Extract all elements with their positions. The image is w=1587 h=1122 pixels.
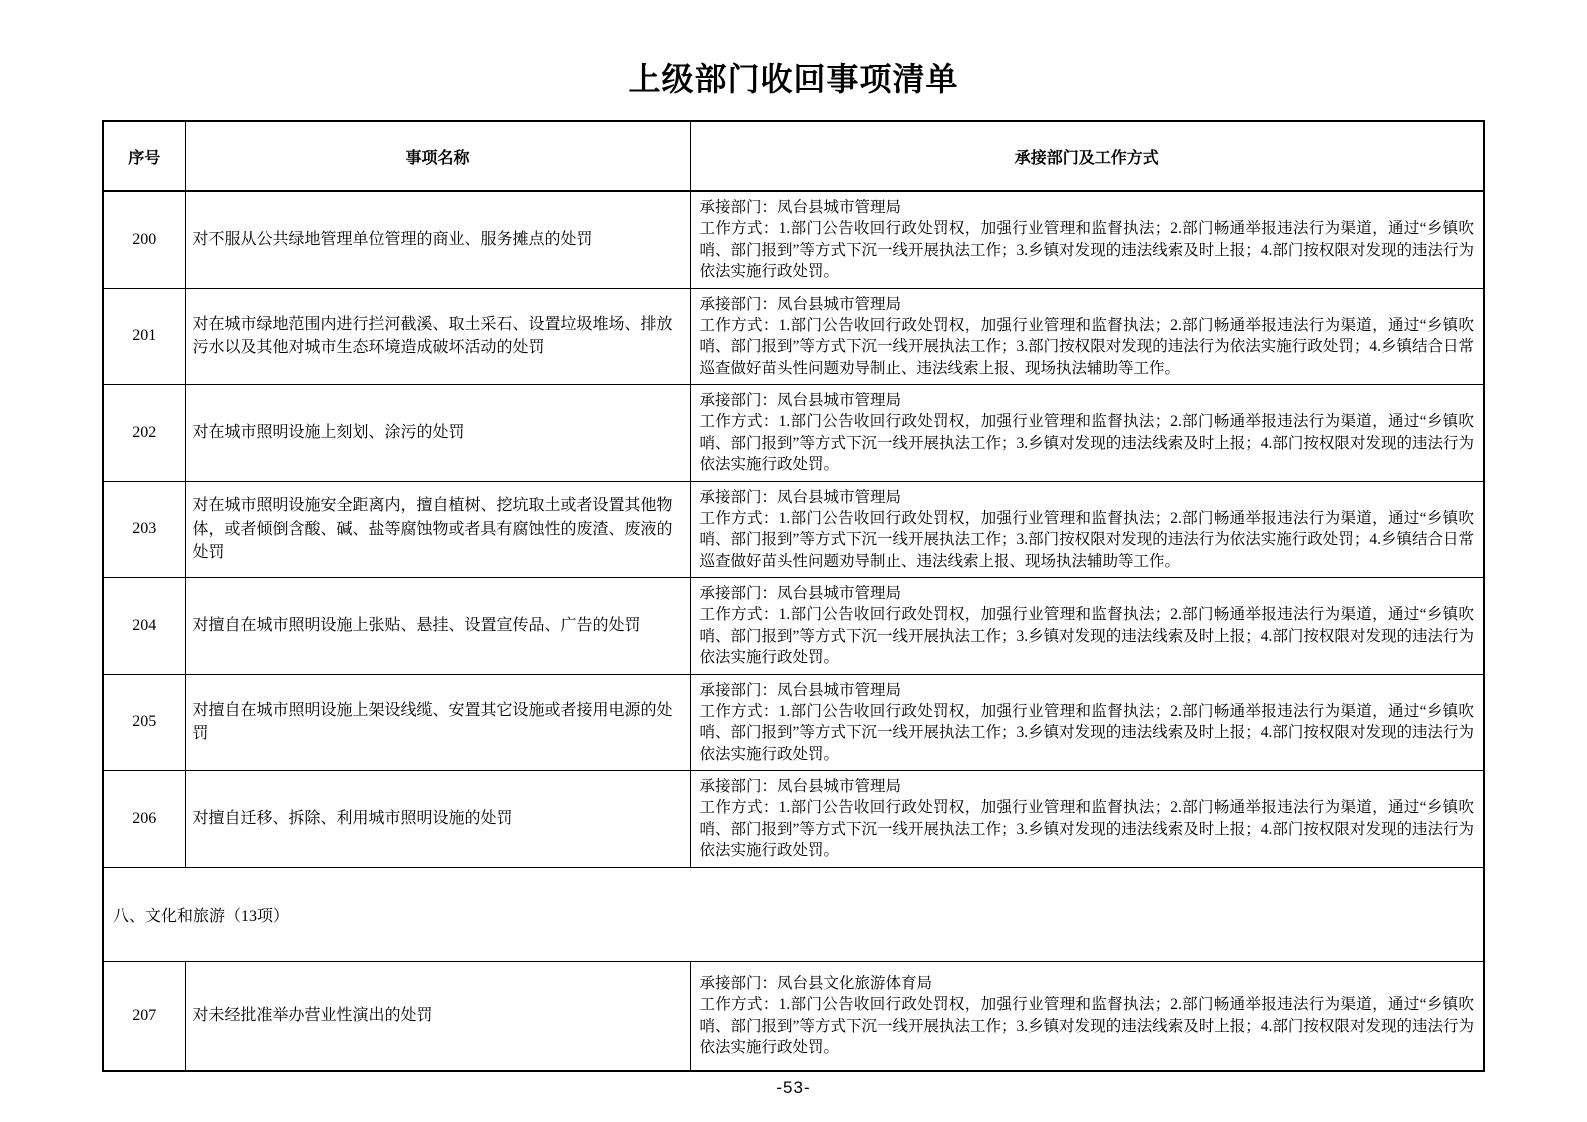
undertake-cell	[690, 961, 1484, 1071]
row-index: 207	[103, 961, 185, 1071]
table-header-name: 事项名称	[185, 121, 690, 191]
table-row	[103, 771, 1484, 868]
table-header-dept: 承接部门及工作方式	[690, 121, 1484, 191]
items-table	[102, 120, 1485, 1072]
item-name: 对未经批准举办营业性演出的处罚	[185, 961, 690, 1071]
row-index: 200	[103, 191, 185, 288]
work-method: 工作方式：1.部门公告收回行政处罚权，加强行业管理和监督执法；2.部门畅通举报违法行为渠道，通过“乡镇吹哨、部门报到”等方式下沉一线开展执法工作；3.乡镇对发现的违法线索及时上报；4.部门按权限对发现的违法行为依法实施行政处罚。	[699, 702, 1474, 763]
table-row	[103, 961, 1484, 1071]
work-method: 工作方式：1.部门公告收回行政处罚权，加强行业管理和监督执法；2.部门畅通举报违法行为渠道，通过“乡镇吹哨、部门报到”等方式下沉一线开展执法工作；3.乡镇对发现的违法线索及时上报；4.部门按权限对发现的违法行为依法实施行政处罚。	[699, 799, 1474, 860]
undertake-cell	[690, 288, 1484, 385]
undertake-cell	[690, 674, 1484, 771]
table-row	[103, 481, 1484, 578]
item-name: 对在城市照明设施安全距离内，擅自植树、挖坑取土或者设置其他物体，或者倾倒含酸、碱、盐等腐蚀物或者具有腐蚀性的废渣、废液的处罚	[185, 481, 690, 578]
item-name: 对擅自在城市照明设施上架设线缆、安置其它设施或者接用电源的处罚	[185, 674, 690, 771]
row-index: 201	[103, 288, 185, 385]
table-header-row	[103, 121, 1484, 191]
item-name: 对擅自迁移、拆除、利用城市照明设施的处罚	[185, 771, 690, 868]
work-method: 工作方式：1.部门公告收回行政处罚权，加强行业管理和监督执法；2.部门畅通举报违法行为渠道，通过“乡镇吹哨、部门报到”等方式下沉一线开展执法工作；3.乡镇对发现的违法线索及时上报；4.部门按权限对发现的违法行为依法实施行政处罚。	[699, 413, 1474, 474]
work-method: 工作方式：1.部门公告收回行政处罚权，加强行业管理和监督执法；2.部门畅通举报违法行为渠道，通过“乡镇吹哨、部门报到”等方式下沉一线开展执法工作；3.乡镇对发现的违法线索及时上报；4.部门按权限对发现的违法行为依法实施行政处罚。	[699, 606, 1474, 667]
undertake-dept: 承接部门：凤台县城市管理局	[699, 392, 902, 409]
undertake-cell	[690, 191, 1484, 288]
undertake-dept: 承接部门：凤台县城市管理局	[699, 488, 902, 506]
row-index: 202	[103, 385, 185, 482]
item-name: 对不服从公共绿地管理单位管理的商业、服务摊点的处罚	[185, 191, 690, 288]
work-method: 工作方式：1.部门公告收回行政处罚权，加强行业管理和监督执法；2.部门畅通举报违法行为渠道，通过“乡镇吹哨、部门报到”等方式下沉一线开展执法工作；3.乡镇对发现的违法线索及时上报；4.部门按权限对发现的违法行为依法实施行政处罚。	[699, 996, 1474, 1057]
item-name: 对在城市绿地范围内进行拦河截溪、取土采石、设置垃圾堆场、排放污水以及其他对城市生态环境造成破坏活动的处罚	[185, 288, 690, 385]
table-row	[103, 674, 1484, 771]
page-number: -53-	[776, 1078, 811, 1097]
page-title: 上级部门收回事项清单	[628, 61, 959, 97]
section-row	[103, 867, 1484, 961]
undertake-dept: 承接部门：凤台县城市管理局	[699, 585, 902, 602]
undertake-dept: 承接部门：凤台县城市管理局	[699, 295, 902, 313]
undertake-cell	[690, 771, 1484, 868]
row-index: 205	[103, 674, 185, 771]
undertake-cell	[690, 578, 1484, 675]
row-index: 206	[103, 771, 185, 868]
undertake-dept: 承接部门：凤台县城市管理局	[699, 199, 902, 216]
undertake-dept: 承接部门：凤台县文化旅游体育局	[699, 975, 933, 992]
table-row	[103, 578, 1484, 675]
work-method: 工作方式：1.部门公告收回行政处罚权，加强行业管理和监督执法；2.部门畅通举报违法行为渠道，通过“乡镇吹哨、部门报到”等方式下沉一线开展执法工作；3.乡镇对发现的违法线索及时上报；4.部门按权限对发现的违法行为依法实施行政处罚。	[699, 220, 1474, 281]
table-row	[103, 288, 1484, 385]
undertake-dept: 承接部门：凤台县城市管理局	[699, 681, 902, 699]
section-label: 八、文化和旅游（13项）	[103, 867, 1484, 961]
item-name: 对擅自在城市照明设施上张贴、悬挂、设置宣传品、广告的处罚	[185, 578, 690, 675]
work-method: 工作方式：1.部门公告收回行政处罚权，加强行业管理和监督执法；2.部门畅通举报违法行为渠道，通过“乡镇吹哨、部门报到”等方式下沉一线开展执法工作；3.部门按权限对发现的违法行为依法实施行政处罚；4.乡镇结合日常巡查做好苗头性问题劝导制止、违法线索上报、现场执法辅助等工作。	[699, 316, 1474, 377]
undertake-dept: 承接部门：凤台县城市管理局	[699, 778, 902, 795]
row-index: 203	[103, 481, 185, 578]
row-index: 204	[103, 578, 185, 675]
table-row	[103, 191, 1484, 288]
table-row	[103, 385, 1484, 482]
work-method: 工作方式：1.部门公告收回行政处罚权，加强行业管理和监督执法；2.部门畅通举报违法行为渠道，通过“乡镇吹哨、部门报到”等方式下沉一线开展执法工作；3.部门按权限对发现的违法行为依法实施行政处罚；4.乡镇结合日常巡查做好苗头性问题劝导制止、违法线索上报、现场执法辅助等工作。	[699, 509, 1474, 570]
undertake-cell	[690, 481, 1484, 578]
table-header-index: 序号	[103, 121, 185, 191]
undertake-cell	[690, 385, 1484, 482]
item-name: 对在城市照明设施上刻划、涂污的处罚	[185, 385, 690, 482]
